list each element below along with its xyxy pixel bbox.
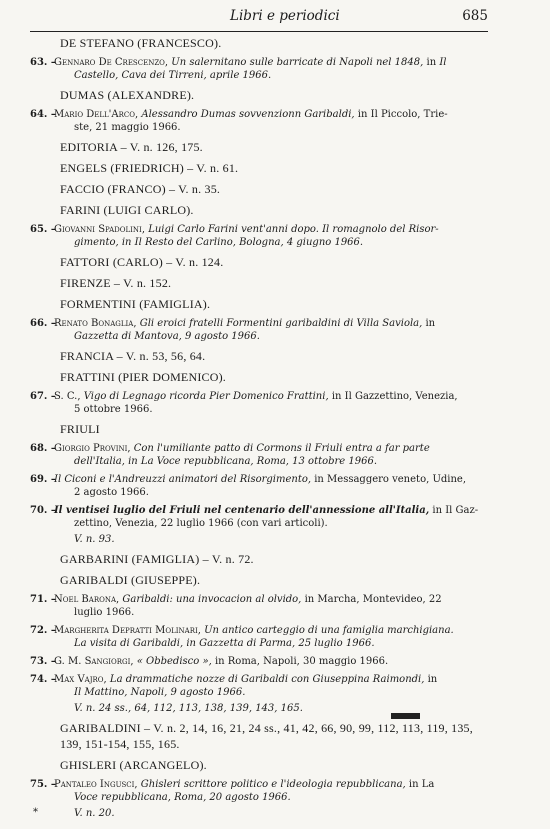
subject-heading: EDITORIA – V. n. 126, 175.	[60, 140, 203, 154]
running-title: Libri e periodici	[230, 8, 340, 24]
entry-continuation: 2 agosto 1966.	[74, 487, 149, 498]
subject-heading: FRATTINI (PIER DOMENICO).	[60, 370, 226, 384]
page-number: 685	[462, 8, 488, 24]
running-header	[30, 3, 488, 32]
entry-source: in Marcha, Montevideo, 22	[304, 594, 442, 605]
bib-entry-74	[30, 673, 492, 699]
entry-number: 73. –	[30, 656, 56, 667]
entry-number: 71. –	[30, 594, 56, 605]
entry-number: 75. –	[30, 779, 56, 790]
subject-heading: GARIBALDI (GIUSEPPE).	[60, 573, 201, 587]
entry-title: « Obbedisco »,	[136, 656, 212, 667]
subject-heading: FIRENZE – V. n. 152.	[60, 276, 172, 290]
subject-heading: FACCIO (FRANCO) – V. n. 35.	[60, 182, 221, 196]
entry-author: Pantaleo Ingusci,	[54, 779, 138, 790]
entry-continuation: ste, 21 maggio 1966.	[74, 122, 181, 133]
cross-reference: V. n. 20.	[74, 808, 115, 819]
subject-heading-continuation: 139, 151-154, 155, 165.	[60, 737, 180, 751]
bibliography-body	[30, 30, 492, 820]
ink-smudge-bar	[391, 713, 420, 719]
bib-entry-70	[30, 504, 492, 530]
entry-continuation: 5 ottobre 1966.	[74, 404, 153, 415]
entry-source: in Messaggero veneto, Udine,	[314, 474, 467, 485]
subject-heading: FRANCIA – V. n. 53, 56, 64.	[60, 349, 206, 363]
entry-continuation: dell'Italia, in La Voce repubblicana, Roma, 13 ottobre 1966.	[74, 456, 378, 467]
entry-title: Un antico carteggio di una famiglia marchigiana.	[204, 625, 454, 636]
entry-continuation: Voce repubblicana, Roma, 20 agosto 1966.	[74, 792, 291, 803]
bib-entry-64	[30, 108, 492, 134]
footer-mark: *	[33, 807, 38, 818]
entry-continuation: Il Mattino, Napoli, 9 agosto 1966.	[74, 687, 246, 698]
bib-entry-65	[30, 223, 492, 249]
subject-heading: FATTORI (CARLO) – V. n. 124.	[60, 255, 224, 269]
bib-entry-72	[30, 624, 492, 650]
bib-entry-69	[30, 473, 492, 499]
entry-source: in Il Piccolo, Trie-	[357, 109, 448, 120]
entry-source: in Il Gazzettino, Venezia,	[331, 391, 458, 402]
entry-title: Alessandro Dumas sovvenzionn Garibaldi,	[141, 109, 355, 120]
entry-number: 64. –	[30, 109, 56, 120]
entry-author: Renato Bonaglia,	[54, 318, 137, 329]
cross-reference: V. n. 24 ss., 64, 112, 113, 138, 139, 143, 165.	[74, 703, 303, 714]
entry-source: in	[425, 318, 436, 329]
entry-title: Il ventisei luglio del Friuli nel centenario dell'annessione all'Italia,	[54, 505, 430, 516]
bib-entry-63	[30, 56, 492, 82]
bib-entry-75	[30, 778, 492, 804]
entry-title: Un salernitano sulle barricate di Napoli nel 1848,	[171, 57, 424, 68]
entry-number: 74. –	[30, 674, 56, 685]
entry-continuation: Gazzetta di Mantova, 9 agosto 1966.	[74, 331, 260, 342]
entry-author: S. C.,	[54, 391, 81, 402]
bib-entry-68	[30, 442, 492, 468]
entry-source: in La	[408, 779, 435, 790]
entry-continuation: zettino, Venezia, 22 luglio 1966 (con vari articoli).	[74, 518, 328, 529]
entry-author: Giorgio Provini,	[54, 443, 131, 454]
entry-in: in	[426, 57, 437, 68]
entry-number: 70. –	[30, 505, 56, 516]
subject-heading: FARINI (LUIGI CARLO).	[60, 203, 194, 217]
subject-heading: DE STEFANO (FRANCESCO).	[60, 36, 222, 50]
bib-entry-66	[30, 317, 492, 343]
entry-title: Luigi Carlo Farini vent'anni dopo. Il romagnolo del Risor-	[148, 224, 439, 235]
subject-heading: ENGELS (FRIEDRICH) – V. n. 61.	[60, 161, 239, 175]
entry-author: Margherita Depratti Molinari,	[54, 625, 201, 636]
entry-title: Il Ciconi e l'Andreuzzi animatori del Risorgimento,	[54, 474, 312, 485]
entry-number: 68. –	[30, 443, 56, 454]
bib-entry-67	[30, 390, 492, 416]
entry-number: 72. –	[30, 625, 56, 636]
entry-continuation: La visita di Garibaldi, in Gazzetta di Parma, 25 luglio 1966.	[74, 638, 375, 649]
bib-entry-71	[30, 593, 492, 619]
entry-number: 65. –	[30, 224, 56, 235]
entry-title: Ghisleri scrittore politico e l'ideologia repubblicana,	[140, 779, 406, 790]
entry-title: Vigo di Legnago ricorda Pier Domenico Frattini,	[83, 391, 329, 402]
subject-heading: GARIBALDINI – V. n. 2, 14, 16, 21, 24 ss., 41, 42, 66, 90, 99, 112, 113, 119, 135,	[60, 721, 473, 735]
entry-continuation: Castello, Cava dei Tirreni, aprile 1966.	[74, 70, 272, 81]
entry-title: Garibaldi: una invocacion al olvido,	[122, 594, 302, 605]
entry-author: Mario Dell'Arco,	[54, 109, 139, 120]
entry-journal: Il	[439, 57, 447, 68]
subject-heading: DUMAS (ALEXANDRE).	[60, 88, 195, 102]
entry-author: Max Vajro,	[54, 674, 107, 685]
entry-author: G. M. Sangiorgi,	[54, 656, 134, 667]
entry-source: in Il Gaz-	[432, 505, 479, 516]
entry-author: Noel Barona,	[54, 594, 120, 605]
entry-number: 67. –	[30, 391, 56, 402]
entry-author: Giovanni Spadolini,	[54, 224, 146, 235]
entry-number: 63. –	[30, 57, 56, 68]
entry-source: in Roma, Napoli, 30 maggio 1966.	[214, 656, 389, 667]
cross-reference: V. n. 93.	[74, 534, 115, 545]
entry-title: La drammatiche nozze di Garibaldi con Giuseppina Raimondi,	[109, 674, 425, 685]
entry-title: Con l'umiliante patto di Cormons il Friuli entra a far parte	[133, 443, 430, 454]
entry-author: Gennaro De Crescenzo,	[54, 57, 169, 68]
entry-number: 69. –	[30, 474, 56, 485]
subject-heading: FRIULI	[60, 422, 100, 436]
entry-source: in	[427, 674, 438, 685]
bib-entry-73	[30, 655, 492, 668]
subject-heading: GARBARINI (FAMIGLIA) – V. n. 72.	[60, 552, 254, 566]
subject-heading: GHISLERI (ARCANGELO).	[60, 758, 207, 772]
subject-heading: FORMENTINI (FAMIGLIA).	[60, 297, 211, 311]
entry-title: Gli eroici fratelli Formentini garibaldini di Villa Saviola,	[139, 318, 423, 329]
entry-number: 66. –	[30, 318, 56, 329]
entry-continuation: gimento, in Il Resto del Carlino, Bologna, 4 giugno 1966.	[74, 237, 364, 248]
entry-continuation: luglio 1966.	[74, 607, 135, 618]
